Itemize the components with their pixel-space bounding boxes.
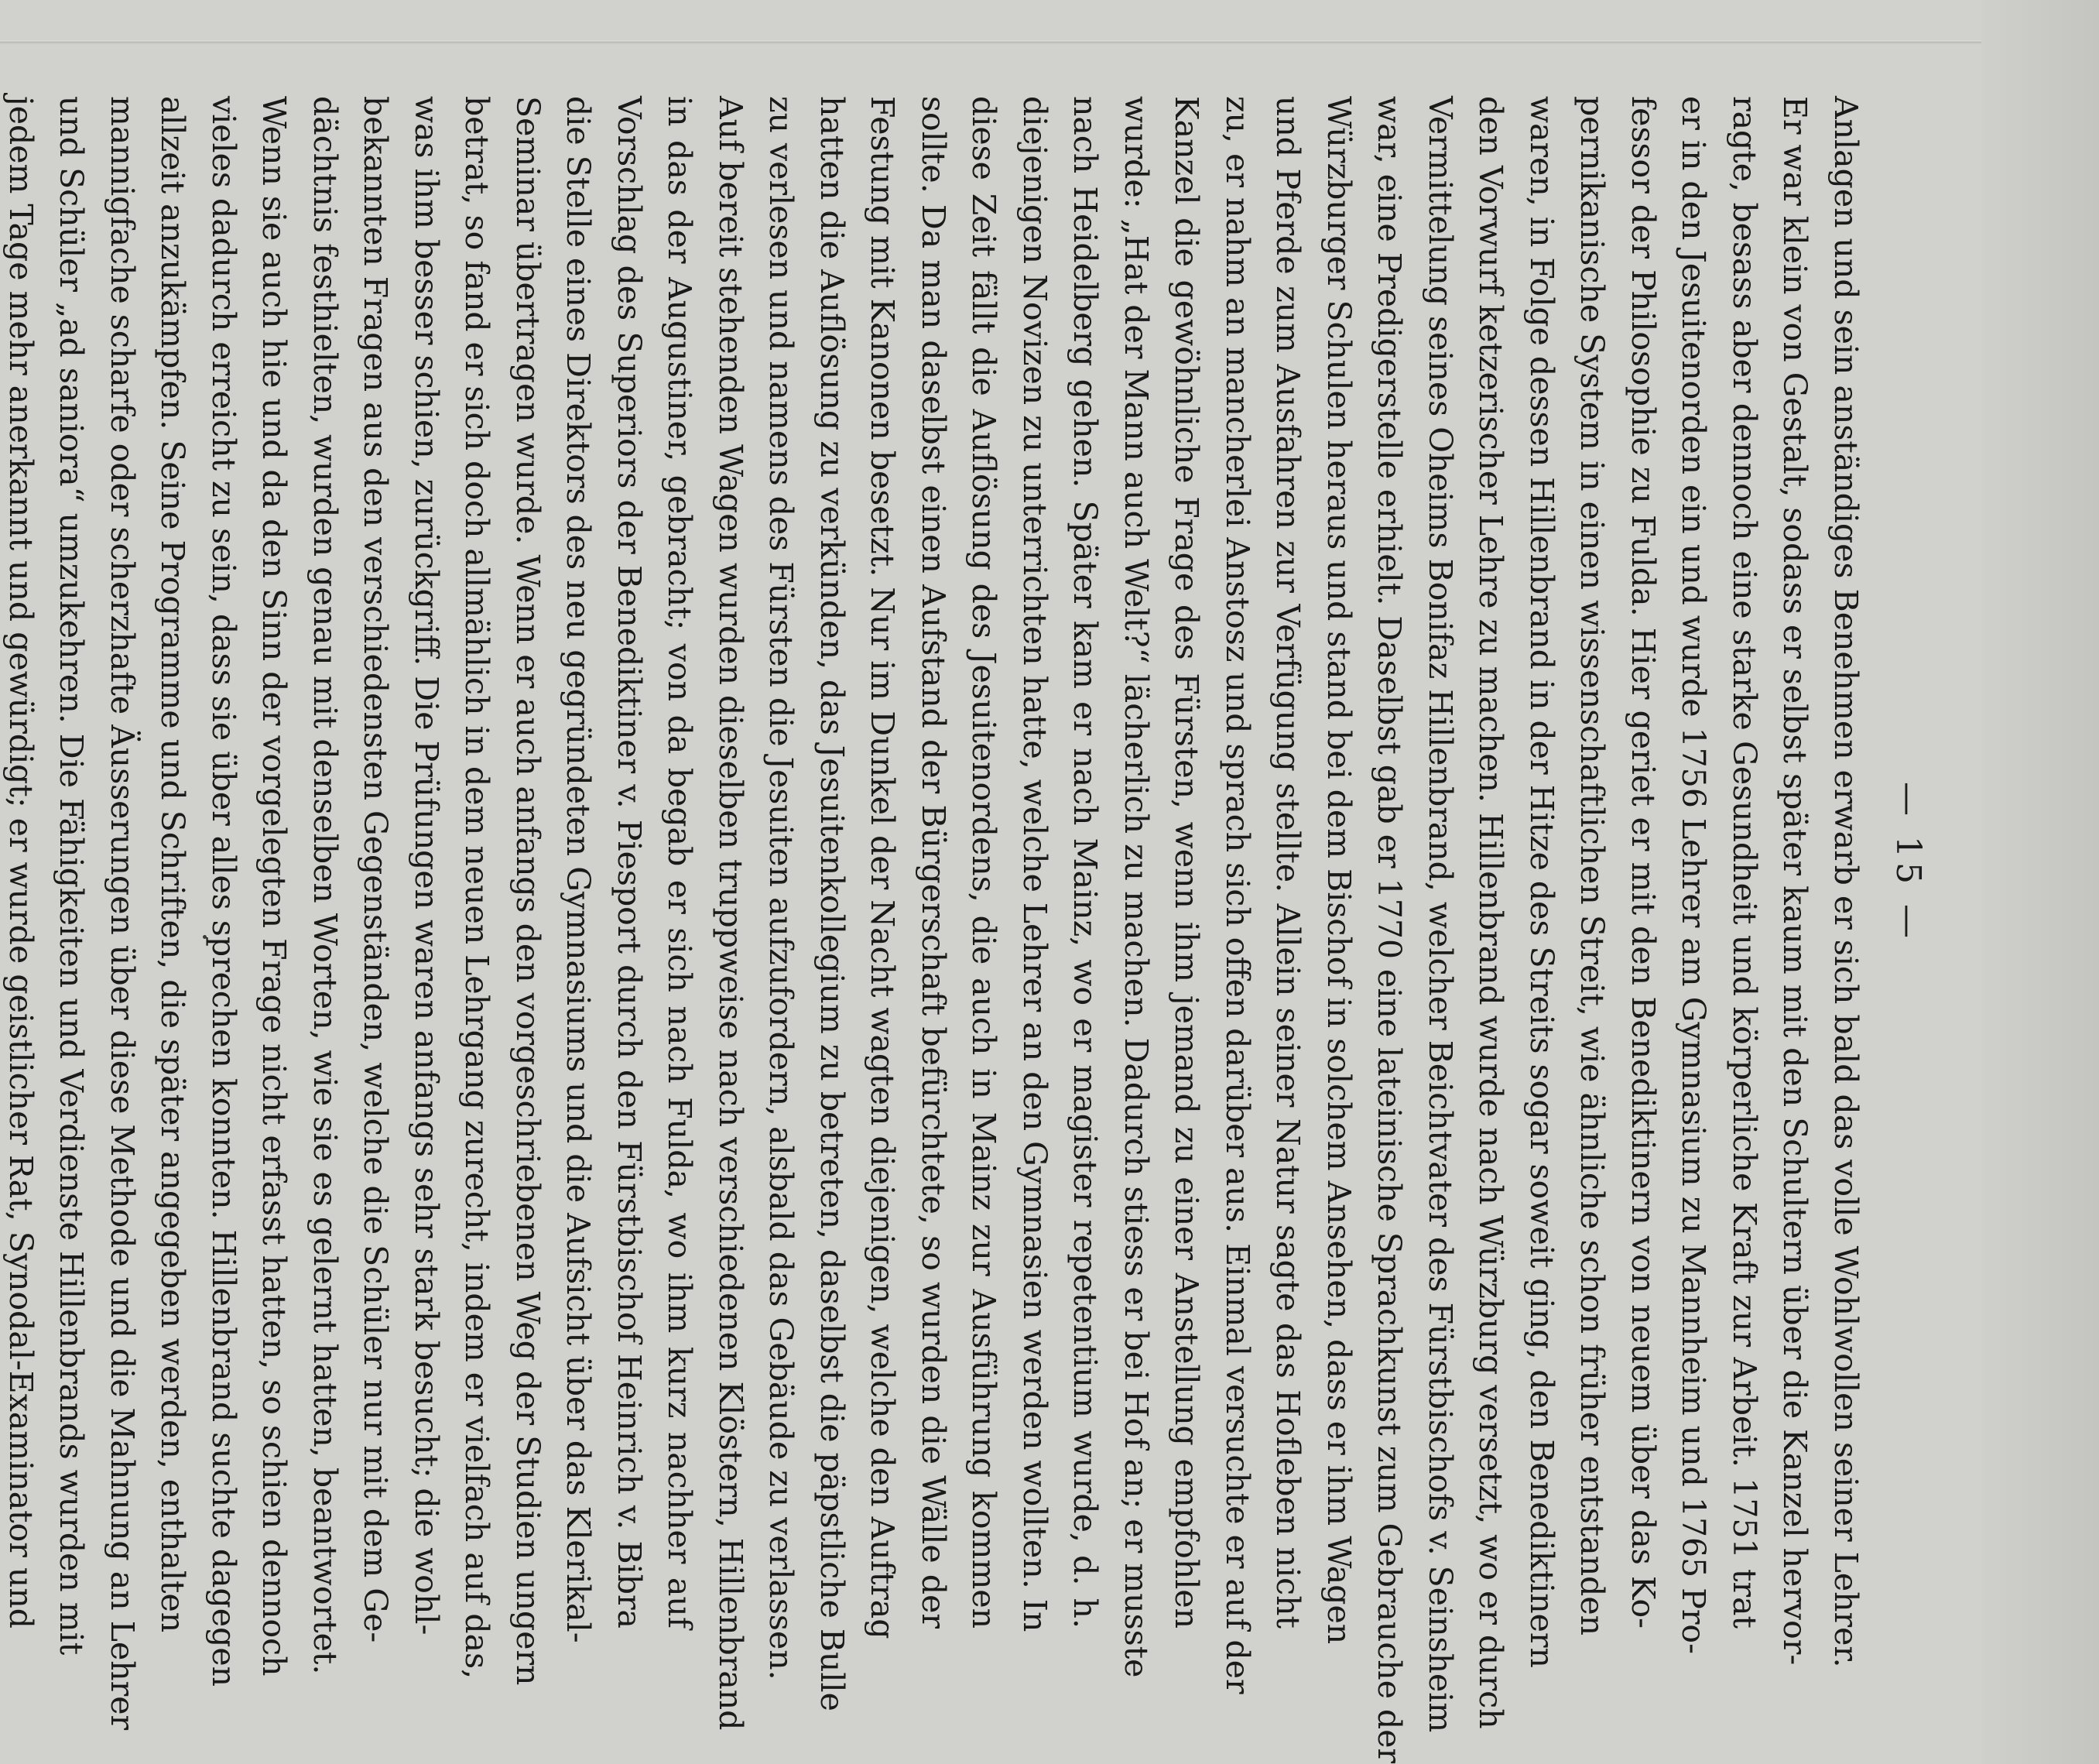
text-line: was ihm besser schien, zurückgriff. Die Prüfungen waren anfangs sehr stark besucht; die wohl- <box>408 96 445 1636</box>
text-line: diese Zeit fällt die Auflösung des Jesuitenordens, die auch in Mainz zur Ausführung kommen <box>965 96 1003 1629</box>
text-line: Anlagen und sein anständiges Benehmen erwarb er sich bald das volle Wohlwollen seiner Lehrer. <box>1827 96 1864 1668</box>
page-number: — 15 — <box>1888 782 1928 943</box>
text-line: zu verlesen und namens des Fürsten die Jesuiten aufzufordern, alsbald das Gebäude zu verlassen. <box>762 96 800 1680</box>
text-line: war, eine Predigerstelle erhielt. Daselbst gab er 1770 eine lateinische Sprachkunst zum Gebrauche der <box>1371 96 1409 1764</box>
scan-edge <box>0 40 2099 44</box>
text-line: ragte, besass aber dennoch eine starke Gesundheit und körperliche Kraft zur Arbeit. 1751 trat <box>1726 96 1763 1629</box>
text-line: allzeit anzukämpfen. Seine Programme und Schriften, die später angegeben werden, enthalten <box>154 96 192 1633</box>
text-line: bekannten Fragen aus den verschiedensten Gegenständen, welche die Schüler nur mit dem Ge- <box>357 96 395 1643</box>
text-line: und Schüler „ad saniora“ umzukehren. Die Fähigkeiten und Verdienste Hillenbrands wurden mit <box>53 96 91 1656</box>
text-line: die Stelle eines Direktors des neu gegründeten Gymnasiums und die Aufsicht über das Klerikal- <box>560 96 598 1643</box>
text-line: und Pferde zum Ausfahren zur Verfügung stellte. Allein seiner Natur sagte das Hofleben nicht <box>1269 96 1307 1629</box>
text-line: dächtnis festhielten, wurden genau mit denselben Worten, wie sie es gelernt hatten, beantwortet. <box>306 96 344 1675</box>
text-line: fessor der Philosophie zu Fulda. Hier geriet er mit den Benediktinern von neuem über das Ko- <box>1625 96 1662 1629</box>
text-line: Festung mit Kanonen besetzt. Nur im Dunkel der Nacht wagten diejenigen, welche den Auftrag <box>864 96 902 1639</box>
text-line: Auf bereit stehenden Wagen wurden dieselben truppweise nach verschiedenen Klöstern, Hillenbrand <box>712 96 749 1731</box>
text-line: betrat, so fand er sich doch allmählich in dem neuen Lehrgang zurecht, indem er vielfach auf das, <box>458 96 496 1680</box>
text-line: jedem Tage mehr anerkannt und gewürdigt; er wurde geistlicher Rat, Synodal-Examinator und <box>2 96 39 1629</box>
text-line: pernikanische System in einen wissenschaftlichen Streit, wie ähnliche schon früher entstanden <box>1573 96 1611 1636</box>
text-line: Vorschlag des Superiors der Benediktiner v. Piesport durch den Fürstbischof Heinrich v. Bibra <box>611 96 648 1629</box>
text-line: Vermittelung seines Oheims Bonifaz Hillenbrand, welcher Beichtvater des Fürstbischofs v. Seinsheim <box>1422 96 1459 1733</box>
text-line: Wenn sie auch hie und da den Sinn der vorgelegten Frage nicht erfasst hatten, so schien dennoch <box>255 96 293 1677</box>
page-margin-shadow <box>1981 0 2099 1764</box>
text-line: diejenigen Novizen zu unterrichten hatte, welche Lehrer an den Gymnasien werden wollten. In <box>1016 96 1053 1632</box>
book-page <box>2 65 1931 1764</box>
text-line: wurde: „Hat der Mann auch Welt?“ lächerlich zu machen. Dadurch stiess er bei Hof an; er musste <box>1118 96 1155 1678</box>
text-line: in das der Augustiner, gebracht; von da begab er sich nach Fulda, wo ihm kurz nachher auf <box>661 96 699 1629</box>
text-line: vieles dadurch erreicht zu sein, dass sie über alles sprechen konnten. Hillenbrand suchte dagegen <box>205 96 242 1687</box>
text-line: nach Heidelberg gehen. Später kam er nach Mainz, wo er magister repetentium wurde, d. h. <box>1067 96 1104 1629</box>
text-line: er in den Jesuitenorden ein und wurde 1756 Lehrer am Gymnasium zu Mannheim und 1765 Pro- <box>1675 96 1713 1654</box>
text-line: zu, er nahm an mancherlei Anstosz und sprach sich offen darüber aus. Einmal versuchte er auf der <box>1219 96 1256 1694</box>
text-line: waren, in Folge dessen Hillenbrand in der Hitze des Streits sogar soweit ging, den Benediktinern <box>1523 96 1560 1668</box>
text-line: Er war klein von Gestalt, sodass er selbst später kaum mit den Schultern über die Kanzel hervor- <box>1776 96 1814 1666</box>
body-text <box>0 96 1871 1764</box>
text-line: Seminar übertragen wurde. Wenn er auch anfangs den vorgeschriebenen Weg der Studien ungern <box>509 96 546 1686</box>
text-line: Kanzel die gewöhnliche Frage des Fürsten, wenn ihm jemand zu einer Anstellung empfohlen <box>1168 96 1206 1629</box>
text-line: mannigfache scharfe oder scherzhafte Äusserungen über diese Methode und die Mahnung an Lehrer <box>104 96 141 1731</box>
text-line: den Vorwurf ketzerischer Lehre zu machen. Hillenbrand wurde nach Würzburg versetzt, wo er durch <box>1472 96 1510 1729</box>
text-line: hatten die Auflösung zu verkünden, das Jesuitenkollegium zu betreten, daselbst die päpstliche Bulle <box>813 96 851 1711</box>
text-line: sollte. Da man daselbst einen Aufstand der Bürgerschaft befürchtete, so wurden die Wälle der <box>915 96 952 1629</box>
text-line: Würzburger Schulen heraus und stand bei dem Bischof in solchem Ansehen, dass er ihm Wagen <box>1320 96 1358 1645</box>
